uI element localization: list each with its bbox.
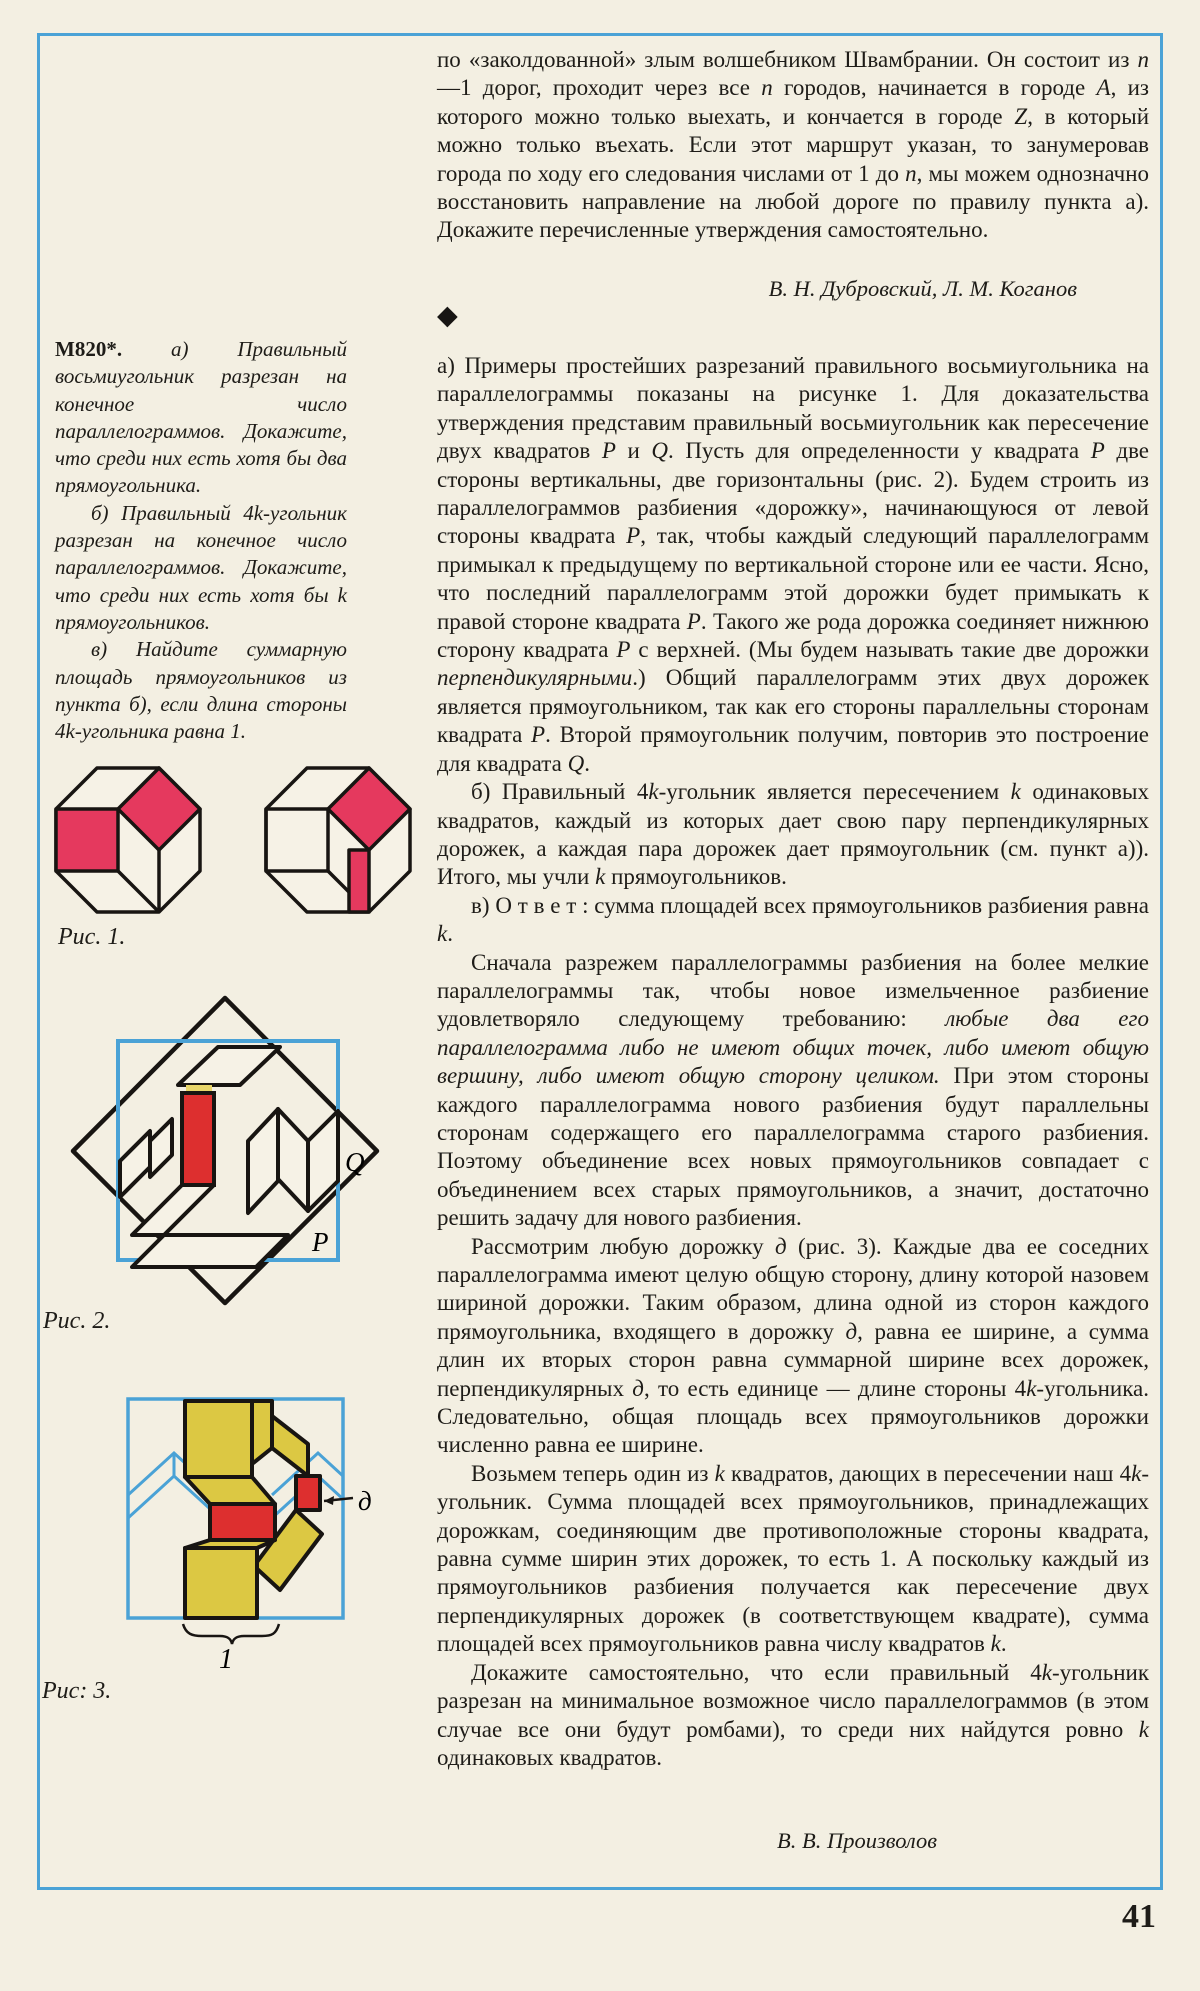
previous-article-text: по «заколдованной» злым волшебником Швамбрании. Он состоит из n—1 дорог, проходит через все n городов, начинается в городе А, из которого можно только выехать, и кончается в городе Z, в который можно только въехать. Если этот маршрут указан, то занумеровав города по ходу его следования числами от 1 до n, мы можем однозначно восстановить направление на любой дороге по правилу пункта а). Докажите перечисленные утверждения самостоятельно. [437,47,1149,243]
label-d: д [358,1486,372,1516]
arrow-head [324,1496,334,1505]
problem-statement-m820: М820*. а) Правильный восьмиугольник разрезан на конечное число параллелограммов. Докажите, что среди них есть хотя бы два прямоугольника. б) Правильный 4k-угольник разрезан на конечное число параллелограммов. Докажите, что среди них есть хотя бы k прямоугольников. в) Найдите суммарную площадь прямоугольников из пункта б), если длина стороны 4k-угольника равна 1. [55,337,347,744]
solution-byline: В. В. Произволов [776,1828,937,1853]
diamond-separator-icon: ◆ [437,300,458,330]
label-p: P [312,1227,329,1257]
figure-3-dorozhka-square [40,1392,410,1702]
figure-2-caption: Рис. 2. [43,1308,111,1334]
label-one: 1 [219,1644,233,1675]
figure-3-caption: Рис: 3. [42,1678,112,1704]
figure-1-caption: Рис. 1. [58,924,126,950]
solution-text: а) Примеры простейших разрезаний правильного восьмиугольника на параллелограммы показаны на рисунке 1. Для доказательства утверждения представим правильный восьмиугольник как пересечение двух квадратов P и Q. Пусть для определенности у квадрата P две стороны вертикальны, две горизонтальны (рис. 2). Будем строить из параллелограммов разбиения «дорожку», начинающуюся от левой стороны квадрата P, так, чтобы каждый следующий параллелограмм примыкал к предыдущему по вертикальной стороне или ее части. Ясно, что последний параллелограмм этой дорожки будет примыкать к правой стороне квадрата P. Такого же рода дорожка соединяет нижнюю сторону квадрата P с верхней. (Мы будем называть такие две дорожки перпендикулярными.) Общий параллелограмм этих двух дорожек является прямоугольником, так как его стороны параллельны сторонам квадрата P. Второй прямоугольник получим, повторив это построение для квадрата Q. б) Правильный 4k-угольник является пересечением k одинаковых квадратов, каждый из которых дает свою пару перпендикулярных дорожек, а каждая пара дорожек дает прямоугольник (см. пункт а)). Итого, мы учли k прямоугольников. в) О т в е т : сумма площадей всех прямоугольников разбиения равна k. Сначала разрежем параллелограммы разбиения на более мелкие параллелограммы так, чтобы новое измельченное разбиение удовлетворяло следующему требованию: любые два его параллелограмма либо не имеют общих точек, либо имеют общую вершину, либо имеют общую сторону целиком. При этом стороны каждого параллелограмма нового разбиения будут параллельны сторонам содержащего его параллелограмма старого разбиения. Поэтому объединение всех новых прямоугольников совпадает с объединением всех старых прямоугольников, а значит, достаточно решить задачу для нового разбиения. Рассмотрим любую дорожку д (рис. 3). Каждые два ее соседних параллелограмма имеют целую общую сторону, длину которой назовем шириной дорожки. Таким образом, длина одной из сторон каждого прямоугольника, входящего в дорожку д, равна ее ширине, а сумма длин их вторых сторон равна суммарной ширине всех дорожек, перпендикулярных д, то есть единице — длине стороны 4k-угольника. Следовательно, общая площадь всех прямоугольников дорожки численно равна ее ширине. Возьмем теперь один из k квадратов, дающих в пересечении наш 4k-угольник. Сумма площадей всех прямоугольников, принадлежащих дорожкам, соединяющим две противоположные стороны квадрата, равна сумме ширин этих дорожек, то есть 1. А поскольку каждый из прямоугольников разбиения получается как пересечение двух перпендикулярных дорожек (в соответствующем квадрате), сумма площадей всех прямоугольников равна числу квадратов k. Докажите самостоятельно, что если правильный 4k-угольник разрезан на минимальное возможное число параллелограммов (в этом случае все они будут ромбами), то среди них найдутся ровно k одинаковых квадратов. [437,353,1150,1770]
figure-2-squares-p-q [50,993,380,1333]
previous-article-byline: В. Н. Дубровский, Л. М. Коганов [768,276,1077,301]
brace [183,1624,279,1644]
page-number: 41 [1122,1898,1156,1935]
label-q: Q [345,1147,365,1177]
